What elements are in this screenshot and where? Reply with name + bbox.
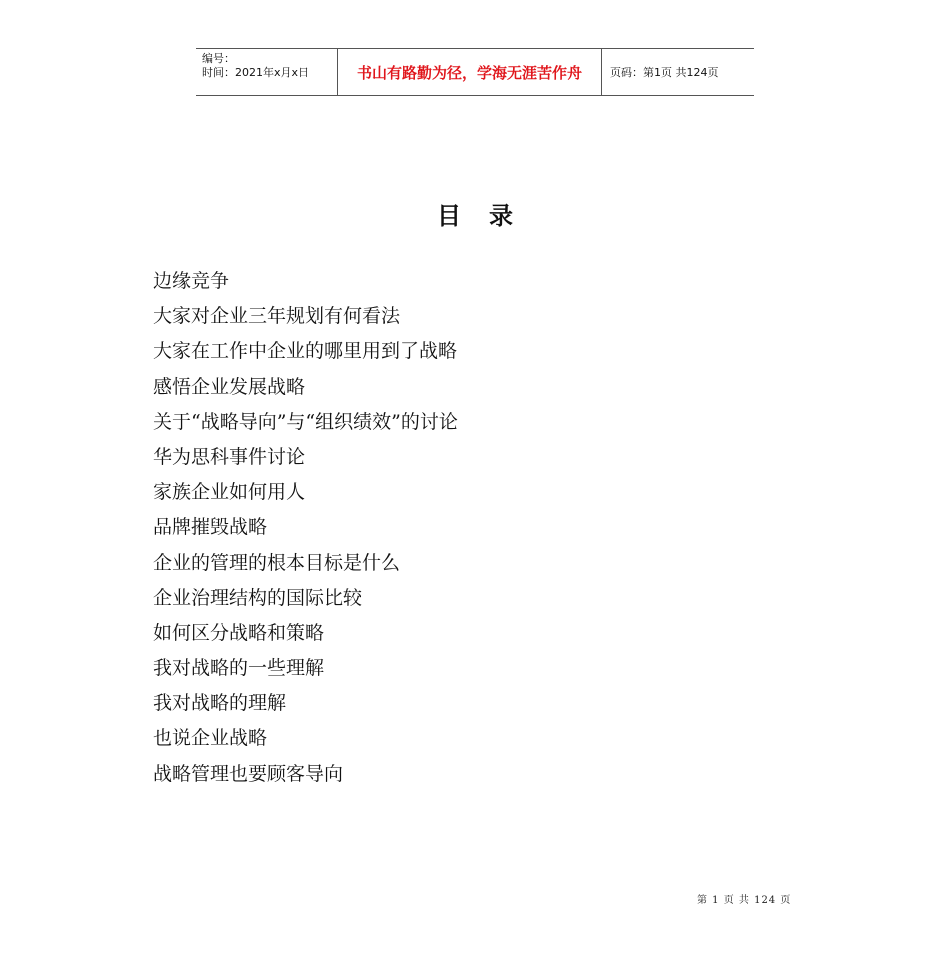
toc-item[interactable]: 企业治理结构的国际比较 bbox=[153, 586, 363, 609]
page-header bbox=[196, 48, 754, 96]
toc-item[interactable]: 如何区分战略和策略 bbox=[153, 621, 325, 644]
toc-item[interactable]: 大家对企业三年规划有何看法 bbox=[153, 305, 401, 328]
table-of-contents bbox=[153, 264, 458, 792]
toc-item[interactable]: 关于“战略导向”与“组织绩效”的讨论 bbox=[153, 410, 458, 433]
toc-item[interactable]: 边缘竞争 bbox=[153, 270, 230, 292]
toc-item[interactable]: 我对战略的一些理解 bbox=[153, 657, 325, 680]
toc-item[interactable]: 感悟企业发展战略 bbox=[153, 375, 306, 398]
toc-item[interactable]: 品牌摧毁战略 bbox=[153, 516, 268, 539]
page-footer: 第 1 页 共 124 页 bbox=[697, 895, 792, 906]
toc-item[interactable]: 家族企业如何用人 bbox=[153, 481, 306, 504]
header-page-info: 页码：第1页 共124页 bbox=[610, 66, 719, 79]
toc-item[interactable]: 战略管理也要顾客导向 bbox=[153, 762, 344, 785]
toc-item[interactable]: 大家在工作中企业的哪里用到了战略 bbox=[153, 340, 458, 363]
toc-item[interactable]: 华为思科事件讨论 bbox=[153, 445, 306, 468]
toc-item[interactable]: 企业的管理的根本目标是什么 bbox=[153, 551, 401, 574]
toc-item[interactable]: 也说企业战略 bbox=[153, 727, 268, 750]
number-label: 编号： bbox=[202, 52, 235, 65]
time-label: 时间：2021年x月x日 bbox=[202, 66, 310, 79]
header-motto: 书山有路勤为径，学海无涯苦作舟 bbox=[338, 49, 602, 95]
page-title: 目录 bbox=[437, 202, 541, 230]
toc-item[interactable]: 我对战略的理解 bbox=[153, 692, 287, 715]
header-meta bbox=[196, 49, 338, 95]
